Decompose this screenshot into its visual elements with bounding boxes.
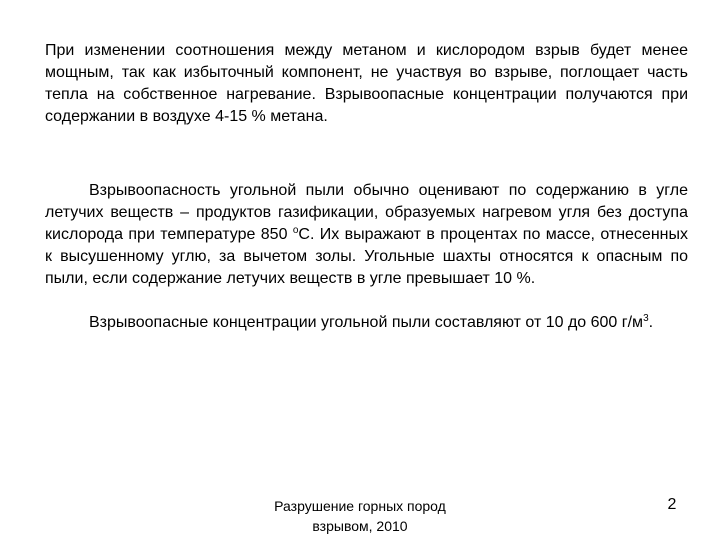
footer-line-2: взрывом, 2010 (312, 518, 408, 534)
paragraph-coal-dust-text-start: Взрывоопасность угольной пыли обычно оценивают по содержанию в угле летучих веществ – продуктов газификации, образуемых нагревом угля без доступа кислорода при температуре 850 (45, 182, 688, 243)
cubic-superscript: 3 (643, 313, 649, 324)
footer-line-1: Разрушение горных пород (274, 498, 446, 514)
paragraph-methane-concentration: При изменении соотношения между метаном и кислородом взрыв будет менее мощным, так как избыточный компонент, не участвуя во взрыве, поглощает часть тепла на собственное нагревание. Взрывоопасные концентрации получаются при содержании в воздухе 4-15 % метана. (45, 42, 688, 125)
footer (248, 496, 472, 536)
degree-superscript: o (292, 225, 299, 236)
paragraph-coal-dust-explosivity (45, 180, 688, 290)
paragraph-dust-text-start: Взрывоопасные концентрации угольной пыли составляют от 10 до 600 г/м (89, 314, 644, 331)
paragraph-coal-dust-text-end: С. Их выражают в процентах по массе, отнесенных к высушенному углю, за вычетом золы. Угольные шахты относятся к опасным по пыли, если содержание летучих веществ в угле превышает 10 %. (45, 226, 689, 287)
paragraph-dust-text-end: . (648, 314, 654, 331)
page-number: 2 (667, 496, 677, 513)
paragraph-dust-concentration (45, 312, 688, 334)
